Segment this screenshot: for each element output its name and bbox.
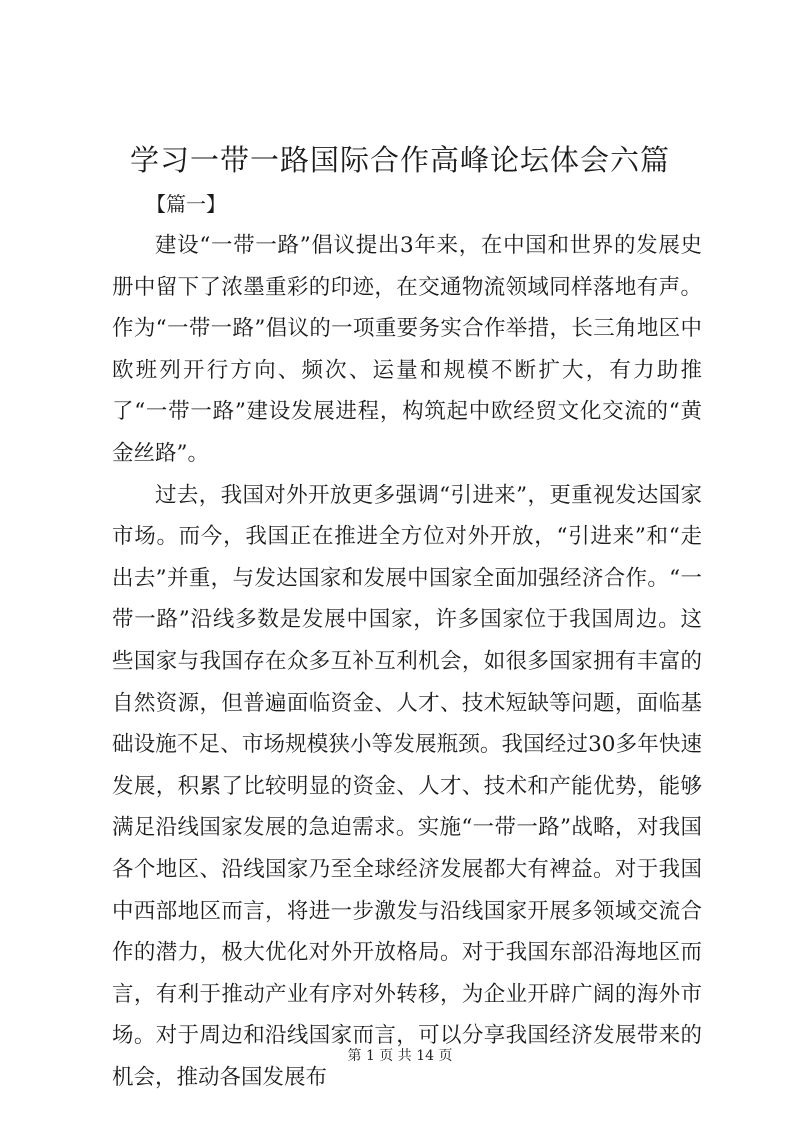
section-label: 【篇一】 — [146, 192, 226, 216]
document-title: 学习一带一路国际合作高峰论坛体会六篇 — [129, 143, 670, 177]
paragraph: 过去，我国对外开放更多强调“引进来”，更重视发达国家市场。而今，我国正在推进全方位对外开放，“引进来”和“走出去”并重，与发达国家和发展中国家全面加强经济合作。“一带一路”沿线多数是发展中国家，许多国家位于我国周边。这些国家与我国存在众多互补互利机会，如很多国家拥有丰富的自然资源，但普遍面临资金、人才、技术短缺等问题，面临基础设施不足、市场规模狭小等发展瓶颈。我国经过30多年快速发展，积累了比较明显的资金、人才、技术和产能优势，能够满足沿线国家发展的急迫需求。实施“一带一路”战略，对我国各个地区、沿线国家乃至全球经济发展都大有裨益。对于我国中西部地区而言，将进一步激发与沿线国家开展多领域交流合作的潜力，极大优化对外开放格局。对于我国东部沿海地区而言，有利于推动产业有序对外转移，为企业开辟广阔的海外市场。对于周边和沿线国家而言，可以分享我国经济发展带来的机会，推动各国发展布 — [112, 482, 702, 1090]
document-body — [112, 225, 702, 1098]
paragraph: 建设“一带一路”倡议提出3年来，在中国和世界的发展史册中留下了浓墨重彩的印迹，在交通物流领域同样落地有声。作为“一带一路”倡议的一项重要务实合作举措，长三角地区中欧班列开行方向、频次、运量和规模不断扩大，有力助推了“一带一路”建设发展进程，构筑起中欧经贸文化交流的“黄金丝路”。 — [112, 233, 702, 466]
page-footer: 第 1 页 共 14 页 — [347, 1048, 453, 1064]
